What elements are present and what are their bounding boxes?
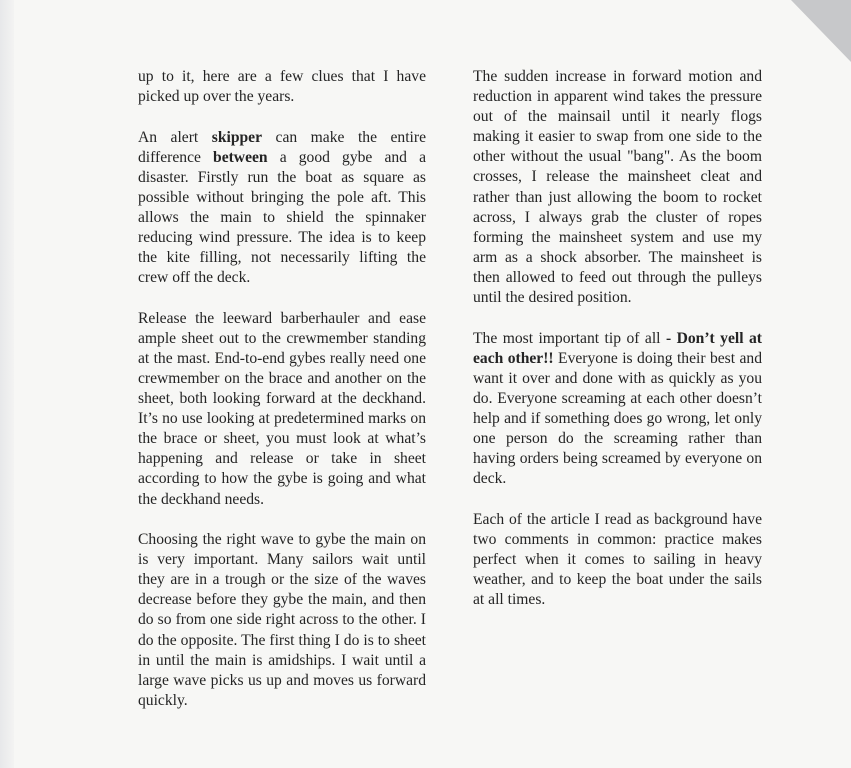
left-paragraph-1: up to it, here are a few clues that I have picked up over the years. [138,68,426,106]
left-paragraph-2 [138,128,426,289]
text-run: Everyone is doing their best and want it over and done with as quickly as you do. Everyone screaming at each other doesn’t help and if something does go wrong, let only one person do the screaming rather than having orders being screamed by everyone on deck. [473,349,762,488]
right-paragraph-3: Each of the article I read as background have two comments in common: practice makes perfect when it comes to sailing in heavy weather, and to keep the boat under the sails at all times. [473,510,762,609]
text-run: An alert [138,128,212,146]
left-paragraph-3: Release the leeward barberhauler and ease ample sheet out to the crewmember standing at the mast. End-to-end gybes really need one crewmember on the brace and another on the sheet, both looking forward at the deckhand. It’s no use looking at predetermined marks on the brace or sheet, you must look at what’s happening and release or take in sheet according to how the gybe is going and what the deckhand needs. [138,309,426,508]
left-column [138,67,426,731]
left-paragraph-4: Choosing the right wave to gybe the main on is very important. Many sailors wait until they are in a trough or the size of the waves decrease before they gybe the main, and then do so from one side right across to the other. I do the opposite. The first thing I do is to sheet in until the main is amidships. I wait until a large wave picks us up and moves us forward quickly. [138,531,426,709]
bold-word-skipper: skipper [211,128,263,146]
right-column [473,67,762,631]
bold-word-between: between [213,148,268,166]
right-paragraph-2 [473,329,762,490]
bold-warning: - Don’t yell at each other!! [473,329,762,367]
right-paragraph-1: The sudden increase in forward motion and reduction in apparent wind takes the pressure out of the mainsail until it nearly flogs making it easier to swap from one side to the other without the usual "bang". As the boom crosses, I release the mainsheet cleat and rather than just allowing the boom to rocket across, I always grab the cluster of ropes forming the mainsheet system and use my arm as a shock absorber. The mainsheet is then allowed to feed out through the pulleys until the desired position. [473,68,762,307]
page-edge-shadow [0,0,14,768]
text-run: The most important tip of all [473,329,666,347]
text-run: a good gybe and a disaster. Firstly run the boat as square as possible without bringing the pole aft. This allows the main to shield the spinnaker reducing wind pressure. The idea is to keep the kite filling, not necessarily lifting the crew off the deck. [138,148,426,287]
text-run: can make the entire difference [138,128,426,166]
